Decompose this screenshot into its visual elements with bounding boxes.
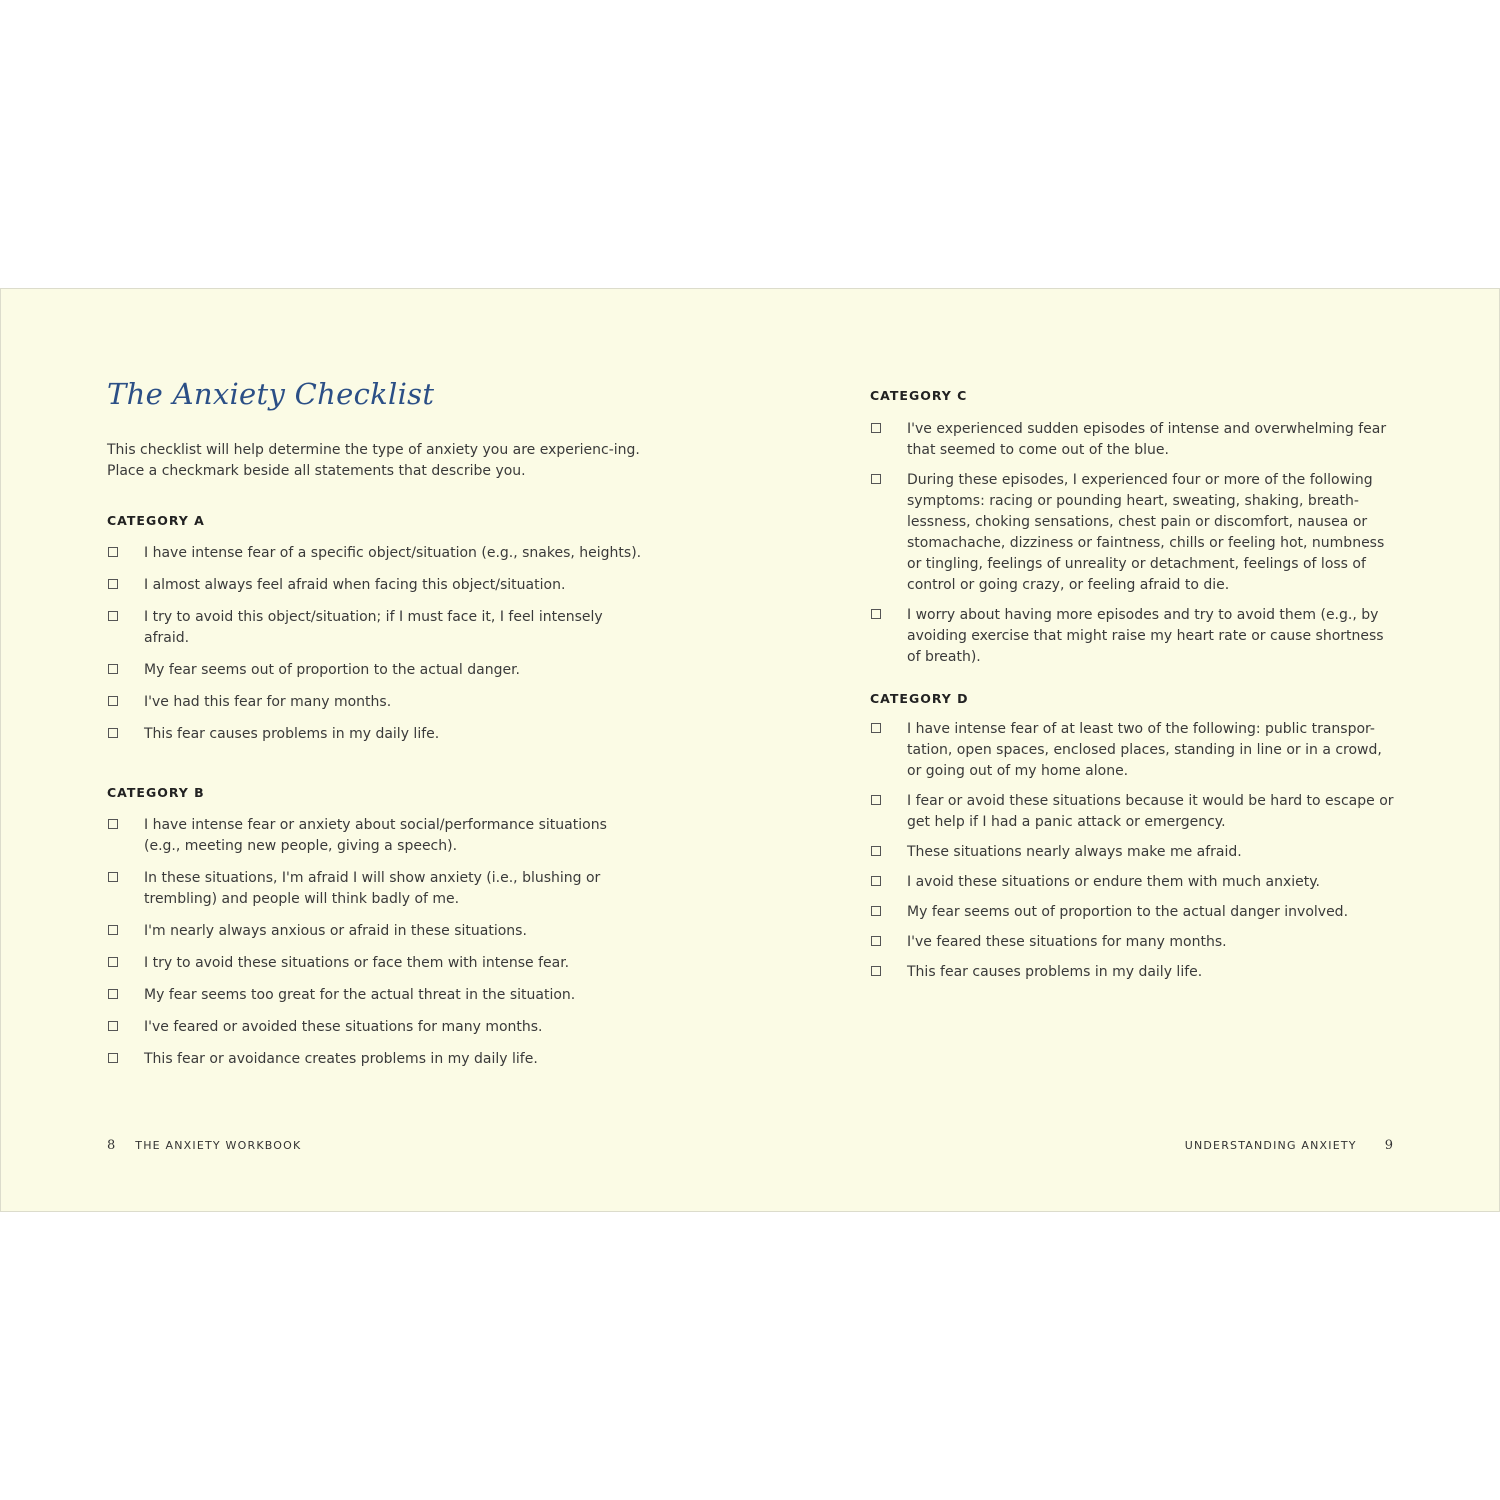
- checklist-item-text: I've feared or avoided these situations for many months.: [144, 1019, 543, 1035]
- checklist-item: [107, 1049, 644, 1070]
- checklist-item: [107, 692, 644, 713]
- checkbox[interactable]: [108, 819, 118, 829]
- category-c-list: [870, 419, 1397, 677]
- checklist-item: [870, 902, 1397, 923]
- checklist-item: [870, 872, 1397, 893]
- checkbox[interactable]: [871, 723, 881, 733]
- book-spread: [0, 288, 1500, 1212]
- intro-text: This checklist will help determine the type of anxiety you are experienc-ing. Place a checkmark beside all statements that describe you.: [107, 442, 640, 479]
- checkbox[interactable]: [108, 989, 118, 999]
- checkbox[interactable]: [871, 423, 881, 433]
- checklist-item-text: During these episodes, I experienced four or more of the following symptoms: racing or pounding heart, sweating, shaking, breath-lessness, choking sensations, chest pain or discomfort, nausea or stomachache, dizziness or faintness, chills or feeling hot, numbness or tingling, feelings of unreality or detachment, feelings of loss of control or going crazy, or feeling afraid to die.: [907, 472, 1385, 593]
- category-d-list: [870, 719, 1397, 992]
- checklist-item-text: I have intense fear or anxiety about social/performance situations (e.g., meeting new people, giving a speech).: [144, 817, 607, 854]
- checklist-item-text: I worry about having more episodes and try to avoid them (e.g., by avoiding exercise that might raise my heart rate or cause shortness of breath).: [907, 607, 1384, 665]
- checklist-item: [870, 605, 1397, 668]
- checklist-item-text: This fear causes problems in my daily life.: [144, 726, 440, 742]
- checklist-item-text: I almost always feel afraid when facing this object/situation.: [144, 577, 566, 593]
- checklist-item: [107, 575, 644, 596]
- checklist-item: [870, 842, 1397, 863]
- checklist-item: [107, 660, 644, 681]
- checklist-item-text: These situations nearly always make me afraid.: [907, 844, 1242, 860]
- checklist-item: [107, 985, 644, 1006]
- checklist-item: [107, 543, 644, 564]
- checkbox[interactable]: [108, 1053, 118, 1063]
- category-d-heading: CATEGORY D: [870, 691, 969, 706]
- checkbox[interactable]: [108, 957, 118, 967]
- checklist-item: [870, 419, 1397, 461]
- checkbox[interactable]: [871, 876, 881, 886]
- checklist-item: [870, 932, 1397, 953]
- checkbox[interactable]: [871, 966, 881, 976]
- checklist-item-text: I've experienced sudden episodes of intense and overwhelming fear that seemed to come out of the blue.: [907, 421, 1387, 458]
- checklist-item: [107, 607, 644, 649]
- checkbox[interactable]: [871, 609, 881, 619]
- checklist-item-text: My fear seems out of proportion to the actual danger.: [144, 662, 520, 678]
- checklist-item-text: This fear causes problems in my daily life.: [907, 964, 1203, 980]
- checklist-item: [107, 953, 644, 974]
- checkbox[interactable]: [871, 795, 881, 805]
- checklist-item: [107, 1017, 644, 1038]
- checkbox[interactable]: [871, 906, 881, 916]
- category-b-list: [107, 815, 644, 1081]
- checklist-item: [107, 921, 644, 942]
- category-c-heading: CATEGORY C: [870, 388, 968, 403]
- checklist-item: [870, 962, 1397, 983]
- checkbox[interactable]: [871, 846, 881, 856]
- checklist-item-text: I avoid these situations or endure them with much anxiety.: [907, 874, 1320, 890]
- checklist-item: [107, 815, 644, 857]
- checklist-item: [870, 791, 1397, 833]
- checkbox[interactable]: [108, 728, 118, 738]
- checkbox[interactable]: [108, 872, 118, 882]
- checklist-item: [870, 470, 1397, 596]
- checkbox[interactable]: [871, 936, 881, 946]
- category-a-heading: CATEGORY A: [107, 513, 205, 528]
- checkbox[interactable]: [108, 696, 118, 706]
- checklist-item-text: My fear seems out of proportion to the actual danger involved.: [907, 904, 1349, 920]
- checklist-item-text: I'm nearly always anxious or afraid in these situations.: [144, 923, 527, 939]
- right-footer: [1185, 1138, 1393, 1153]
- checklist-item-text: I try to avoid these situations or face them with intense fear.: [144, 955, 570, 971]
- checklist-item: [870, 719, 1397, 782]
- page-number: 8: [107, 1138, 116, 1153]
- checkbox[interactable]: [108, 579, 118, 589]
- left-footer: [107, 1138, 301, 1153]
- category-b-heading: CATEGORY B: [107, 785, 205, 800]
- page-title: The Anxiety Checklist: [107, 377, 435, 411]
- checklist-item-text: In these situations, I'm afraid I will show anxiety (i.e., blushing or trembling) and people will think badly of me.: [144, 870, 601, 907]
- running-head: THE ANXIETY WORKBOOK: [135, 1139, 302, 1152]
- checkbox[interactable]: [871, 474, 881, 484]
- checklist-item-text: I've feared these situations for many months.: [907, 934, 1227, 950]
- checkbox[interactable]: [108, 611, 118, 621]
- checklist-item-text: This fear or avoidance creates problems in my daily life.: [144, 1051, 538, 1067]
- checklist-item-text: I fear or avoid these situations because it would be hard to escape or get help if I had a panic attack or emergency.: [907, 793, 1394, 830]
- checklist-item-text: I have intense fear of at least two of the following: public transpor-tation, open spaces, enclosed places, standing in line or in a crowd, or going out of my home alone.: [907, 721, 1382, 779]
- checklist-item-text: I've had this fear for many months.: [144, 694, 392, 710]
- checklist-item: [107, 724, 644, 745]
- page-number: 9: [1384, 1138, 1393, 1153]
- running-head: UNDERSTANDING ANXIETY: [1184, 1139, 1357, 1152]
- category-a-list: [107, 543, 644, 756]
- checkbox[interactable]: [108, 925, 118, 935]
- checklist-item-text: I try to avoid this object/situation; if I must face it, I feel intensely afraid.: [144, 609, 603, 646]
- checkbox[interactable]: [108, 547, 118, 557]
- checklist-item: [107, 868, 644, 910]
- checklist-item-text: I have intense fear of a specific object/situation (e.g., snakes, heights).: [144, 545, 642, 561]
- checkbox[interactable]: [108, 664, 118, 674]
- checklist-item-text: My fear seems too great for the actual threat in the situation.: [144, 987, 576, 1003]
- checkbox[interactable]: [108, 1021, 118, 1031]
